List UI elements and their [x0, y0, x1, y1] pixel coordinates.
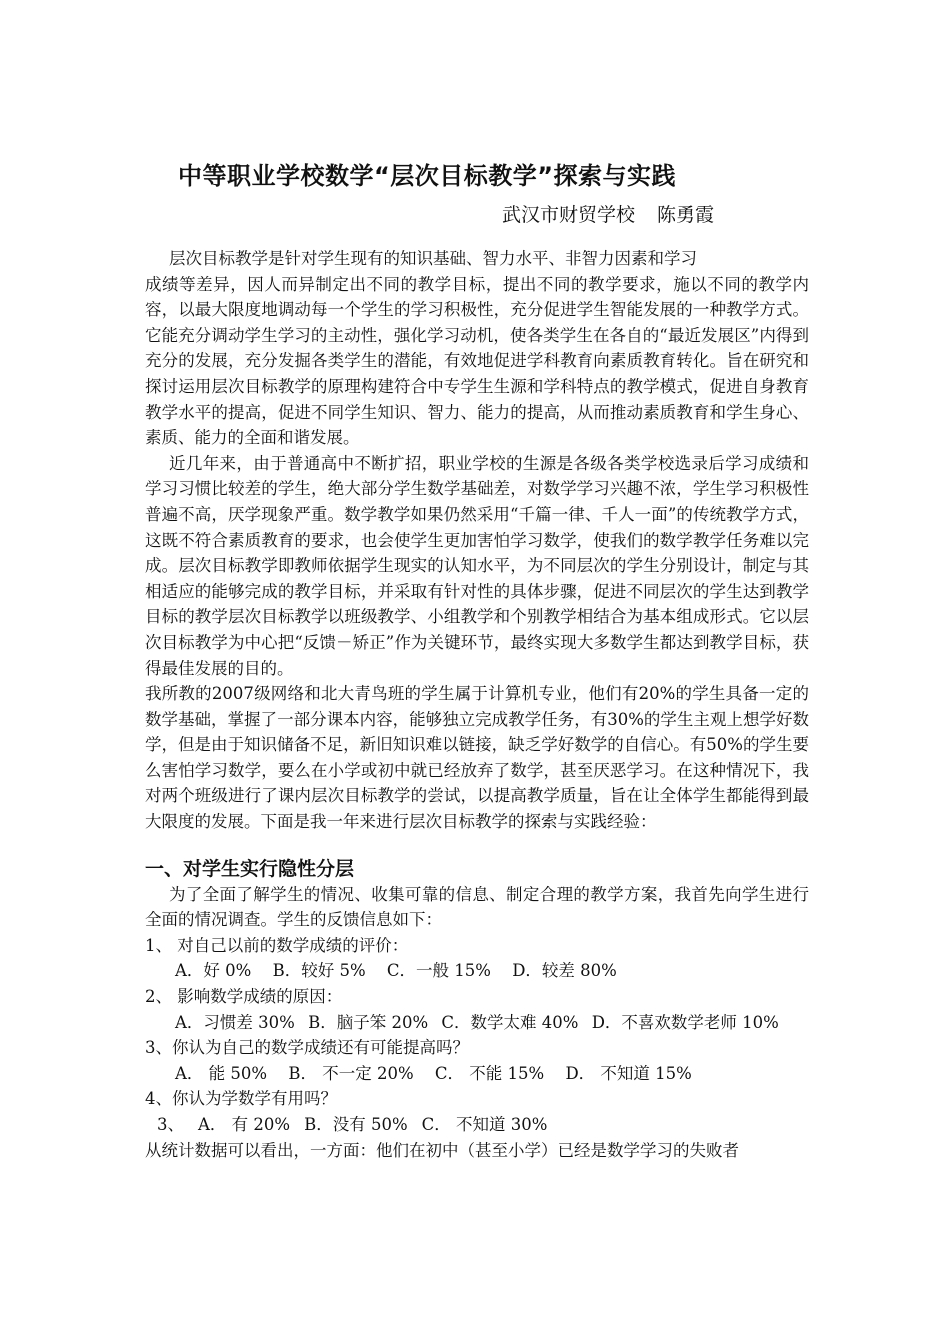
option: A．习惯差 30%	[175, 1012, 295, 1032]
option: C．数学太难 40%	[441, 1012, 579, 1032]
option: C． 不知道 30%	[421, 1115, 548, 1134]
author-line	[502, 200, 714, 227]
option: C．一般 15%	[386, 961, 491, 981]
option: A．好 0%	[175, 961, 252, 981]
option: A． 有 20%	[198, 1115, 291, 1134]
survey-options-1	[145, 958, 809, 984]
paragraph-1-first-line: 层次目标教学是针对学生现有的知识基础、智力水平、非智力因素和学习	[169, 249, 697, 268]
paragraph-3: 我所教的2007级网络和北大青鸟班的学生属于计算机专业，他们有20%的学生具备一定的数学基础，掌握了一部分课本内容，能够独立完成教学任务，有30%的学生主观上想学好数学，但是由于知识储备不足，新旧知识难以链接，缺乏学好数学的自信心。有50%的学生要么害怕学习数学，要么在小学或初中就已经放弃了数学，甚至厌恶学习。在这种情况下，我对两个班级进行了课内层次目标教学的尝试，以提高教学质量，旨在让全体学生都能得到最大限度的发展。下面是我一年来进行层次目标教学的探索与实践经验：	[145, 684, 809, 832]
option: B．较好 5%	[272, 961, 366, 981]
section-1-intro: 为了全面了解学生的情况、收集可靠的信息、制定合理的教学方案，我首先向学生进行全面的情况调查。学生的反馈信息如下：	[145, 884, 809, 930]
option: B． 不一定 20%	[288, 1063, 414, 1083]
option: C． 不能 15%	[434, 1063, 545, 1083]
option-number: 3、	[157, 1115, 184, 1134]
survey-question-3: 3、你认为自己的数学成绩还有可能提高吗？	[145, 1038, 469, 1058]
option: D．不喜欢数学老师 10%	[591, 1012, 779, 1032]
option: A． 能 50%	[175, 1063, 268, 1083]
section-1-heading: 一、对学生实行隐性分层	[145, 857, 355, 880]
survey-options-3	[145, 1061, 809, 1087]
author-name: 陈勇霞	[657, 204, 715, 226]
paragraph-1: 成绩等差异，因人而异制定出不同的教学目标，提出不同的教学要求，施以不同的教学内容，以最大限度地调动每一个学生的学习积极性，充分促进学生智能发展的一种教学方式。它能充分调动学生学习的主动性，强化学习动机，使各类学生在各自的“最近发展区”内得到充分的发展，充分发掘各类学生的潜能，有效地促进学科教育向素质教育转化。旨在研究和探讨运用层次目标教学的原理构建符合中专学生生源和学科特点的教学模式，促进自身教育教学水平的提高，促进不同学生知识、智力、能力的提高，从而推动素质教育和学生身心、素质、能力的全面和谐发展。	[145, 274, 809, 448]
author-school: 武汉市财贸学校	[502, 204, 636, 226]
option: D．较差 80%	[512, 961, 617, 981]
paragraph-2: 近几年来，由于普通高中不断扩招，职业学校的生源是各级各类学校选录后学习成绩和学习习惯比较差的学生，绝大部分学生数学基础差，对数学学习兴趣不浓，学生学习积极性普遍不高，厌学现象严重。数学教学如果仍然采用“千篇一律、千人一面”的传统教学方式，这既不符合素质教育的要求，也会使学生更加害怕学习数学，使我们的数学教学任务难以完成。层次目标教学即教师依据学生现实的认知水平，为不同层次的学生分别设计，制定与其相适应的能够完成的教学目标，并采取有针对性的具体步骤，促进不同层次的学生达到教学目标的教学层次目标教学以班级教学、小组教学和个别教学相结合为基本组成形式。它以层次目标教学为中心把“反馈－矫正”作为关键环节，最终实现大多数学生都达到教学目标，获得最佳发展的目的。	[145, 453, 809, 678]
option: D． 不知道 15%	[565, 1063, 692, 1083]
section-1-conclusion: 从统计数据可以看出，一方面：他们在初中（甚至小学）已经是数学学习的失败者	[145, 1140, 739, 1160]
option: B．脑子笨 20%	[308, 1012, 429, 1032]
survey-question-1: 1、 对自己以前的数学成绩的评价：	[145, 935, 409, 955]
survey-question-4: 4、你认为学数学有用吗？	[145, 1089, 337, 1109]
survey-options-4	[145, 1112, 809, 1138]
survey-question-2: 2、 影响数学成绩的原因：	[145, 987, 343, 1007]
survey-options-2	[145, 1010, 809, 1036]
document-title: 中等职业学校数学“层次目标教学”探索与实践	[178, 162, 677, 190]
document-body	[145, 246, 809, 1163]
option: B．没有 50%	[304, 1115, 408, 1134]
